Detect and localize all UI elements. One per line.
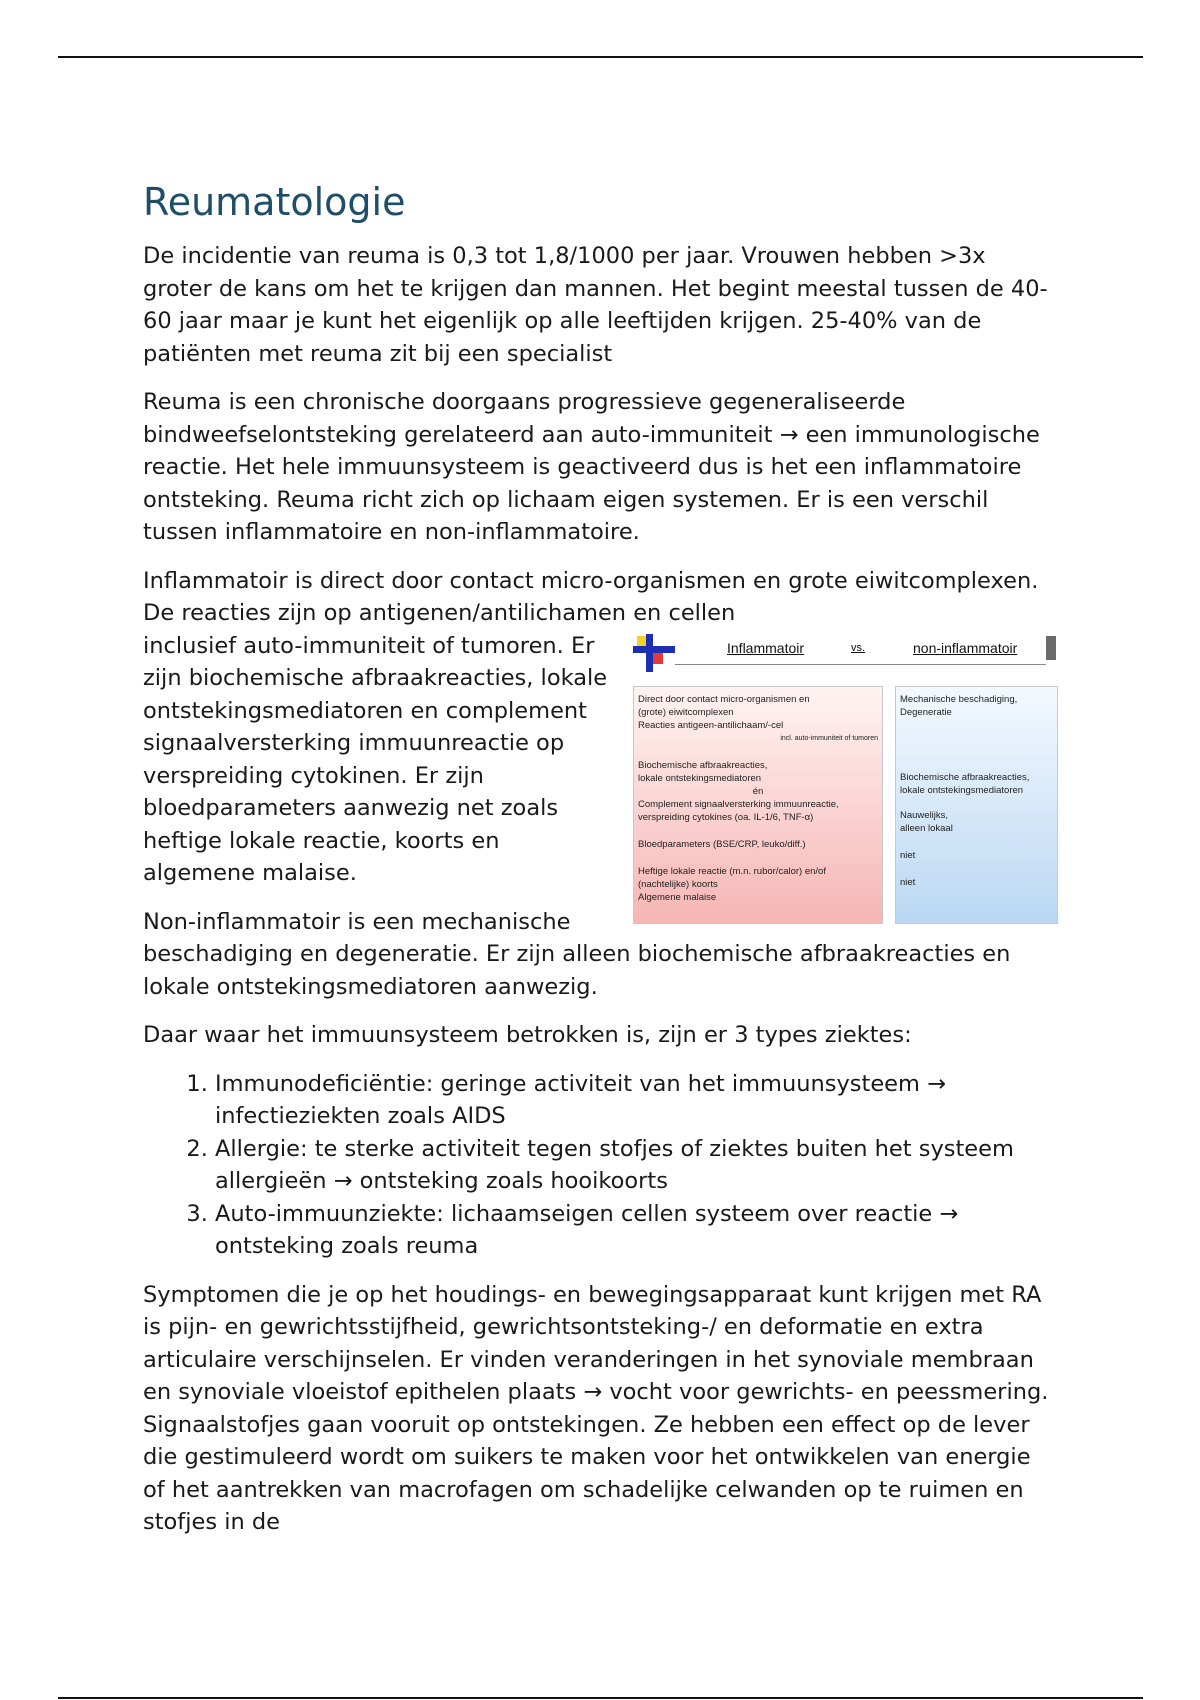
panel-text: niet	[900, 876, 916, 888]
page-title: Reumatologie	[143, 180, 406, 224]
panel-text: Direct door contact micro-organismen en (grote) eiwitcomplexen	[638, 693, 810, 718]
list-item: 1. Immunodeficiëntie: geringe activiteit van het immuunsysteem → infectieziekten zoals AIDS	[215, 1068, 1058, 1133]
panel-text: incl. auto-immuniteit of tumoren	[780, 734, 878, 742]
figure-divider	[675, 664, 1046, 665]
paragraph-incidence: De incidentie van reuma is 0,3 tot 1,8/1000 per jaar. Vrouwen hebben >3x groter de kans om het te krijgen dan mannen. Het begint meestal tussen de 40-60 jaar maar je kunt het eigenlijk op alle leeftijden krijgen. 25-40% van de patiënten met reuma zit bij een specialist	[143, 243, 1048, 367]
figure-heading-inflammatoir: Inflammatoir	[727, 639, 805, 656]
panel-text: Heftige lokale reactie (m.n. rubor/calor) en/of (nachtelijke) koorts Algemene malaise	[638, 865, 826, 903]
panel-text: Mechanische beschadiging, Degeneratie	[900, 693, 1018, 718]
panel-text: Reacties antigeen-antilichaam/-cel	[638, 719, 784, 731]
spacer	[900, 835, 1053, 849]
figure-heading-vs: vs.	[851, 641, 866, 654]
panel-text: Bloedparameters (BSE/CRP, leuko/diff.)	[638, 838, 806, 850]
panel-text: én	[752, 785, 764, 797]
logo-bar-vertical	[646, 634, 653, 672]
header-rule	[58, 56, 1143, 58]
spacer	[638, 745, 878, 759]
slide-marker-icon	[1046, 636, 1056, 660]
panel-text: Biochemische afbraakreacties, lokale ontstekingsmediatoren	[900, 771, 1030, 796]
list-item: 2. Allergie: te sterke activiteit tegen stofjes of ziektes buiten het systeem allergieën → ontsteking zoals hooikoorts	[215, 1133, 1058, 1198]
panel-non-inflammatoir	[895, 686, 1058, 924]
comparison-figure	[633, 634, 1058, 924]
panel-inflammatoir	[633, 686, 883, 924]
panel-text: Biochemische afbraakreacties, lokale ontstekingsmediatoren	[638, 759, 768, 784]
paragraph-types-intro: Daar waar het immuunsysteem betrokken is, zijn er 3 types ziektes:	[143, 1022, 912, 1048]
spacer	[900, 862, 1053, 876]
panel-text: niet	[900, 849, 916, 861]
spacer	[638, 824, 878, 838]
figure-header	[633, 634, 1058, 668]
spacer	[638, 851, 878, 865]
list-item: 3. Auto-immuunziekte: lichaamseigen cellen systeem over reactie → ontsteking zoals reuma	[215, 1198, 1058, 1263]
document-body	[143, 178, 1058, 1555]
logo-bar-horizontal	[633, 646, 675, 653]
paragraph-inflammatoir-intro: Inflammatoir is direct door contact micro-organismen en grote eiwitcomplexen. De reacties zijn op antigenen/antilichamen en cellen	[143, 567, 1039, 626]
disease-types-list	[143, 1068, 1058, 1263]
panel-text: Complement signaalversterking immuunreactie, verspreiding cytokines (oa. IL-1/6, TNF-α)	[638, 798, 839, 823]
paragraph-symptoms: Symptomen die je op het houdings- en bewegingsapparaat kunt krijgen met RA is pijn- en gewrichtsstijfheid, gewrichtsontsteking-/ en deformatie en extra articulaire verschijnselen. Er vinden veranderingen in het synoviale membraan en synoviale vloeistof epithelen plaats → vocht voor gewrichts- en peessmering. Signaalstofjes gaan vooruit op ontstekingen. Ze hebben een effect op de lever die gestimuleerd wordt om suikers te maken voor het ontwikkelen van energie of het aantrekken van macrofagen om schadelijke celwanden op te ruimen en stofjes in de	[143, 1281, 1049, 1535]
spacer	[900, 719, 1053, 771]
paragraph-inflammatoir-rest: inclusief auto-immuniteit of tumoren. Er zijn biochemische afbraakreacties, lokale ontstekingsmediatoren en complement signaalversterking immuunreactie op verspreiding cytokinen. Er zijn bloedparameters aanwezig net zoals heftige lokale reactie, koorts en algemene malaise.	[143, 632, 608, 886]
figure-heading-non-inflammatoir: non-inflammatoir	[913, 639, 1018, 656]
spacer	[900, 797, 1053, 809]
paragraph-non-inflammatoir: Non-inflammatoir is een mechanische beschadiging en degeneratie. Er zijn alleen biochemische afbraakreacties en lokale ontstekingsmediatoren aanwezig.	[143, 908, 1011, 1000]
paragraph-definition: Reuma is een chronische doorgaans progressieve gegeneraliseerde bindweefselontsteking gerelateerd aan auto-immuniteit → een immunologische reactie. Het hele immuunsysteem is geactiveerd dus is het een inflammatoire ontsteking. Reuma richt zich op lichaam eigen systemen. Er is een verschil tussen inflammatoire en non-inflammatoire.	[143, 389, 1040, 545]
footer-rule	[58, 1697, 1143, 1699]
panel-text: Nauwelijks, alleen lokaal	[900, 809, 953, 834]
logo-red-block	[653, 652, 663, 664]
